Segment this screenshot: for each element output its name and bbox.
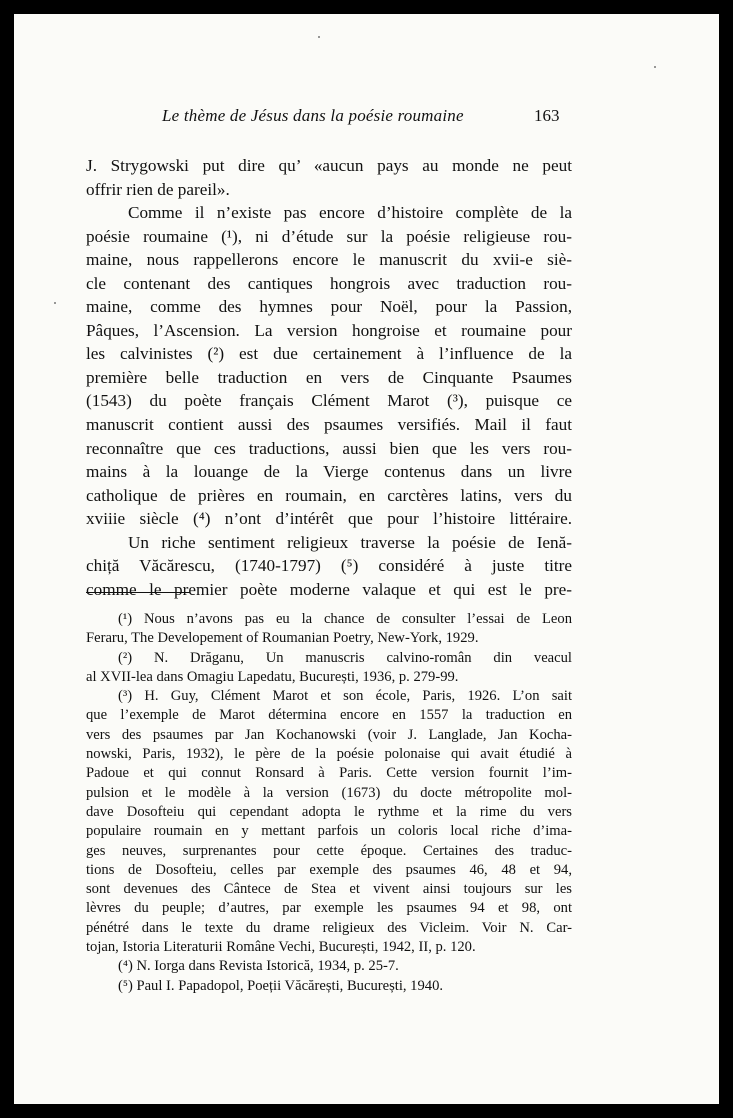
footnote-line: Feraru, The Developement of Roumanian Poetry, New-York, 1929.	[86, 630, 479, 647]
page-number: 163	[534, 106, 560, 125]
footnote-line: (¹) Nous n’avons pas eu la chance de consulter l’essai de Leon	[118, 611, 572, 627]
footnote-line: vers des psaumes par Jan Kochanowski (voir J. Langlade, Jan Kocha-	[86, 726, 572, 743]
footnote-line: pulsion et le modèle à la version (1673) du docte métropolite mol-	[86, 784, 572, 801]
text-line: comme le premier poète moderne valaque et qui est le pre-	[86, 579, 572, 599]
footnote-line: pénétré dans le texte du drame religieux des Vicleim. Voir N. Car-	[86, 919, 572, 936]
footnote-line: tions de Dosofteiu, celles par exemple des psaumes 46, 48 et 94,	[86, 861, 572, 878]
text-line: Un riche sentiment religieux traverse la poésie de Ienă-	[128, 532, 572, 552]
footnote-line: lèvres du peuple; d’autres, par exemple les psaumes 94 et 98, ont	[86, 900, 572, 917]
text-line: mains à la louange de la Vierge contenus dans un livre	[86, 462, 572, 482]
main-text	[86, 154, 572, 601]
text-line: reconnaître que ces traductions, aussi bien que les vers rou-	[86, 438, 572, 458]
footnote-line: populaire roumain en y mettant parfois un coloris local riche d’ima-	[86, 823, 572, 840]
footnote-line: (⁵) Paul I. Papadopol, Poeții Văcărești, București, 1940.	[118, 977, 444, 994]
footnote-line: ges neuves, surprenantes pour cette époque. Certaines des traduc-	[86, 842, 572, 859]
text-line: catholique de prières en roumain, en carctères latins, vers du	[86, 485, 572, 505]
footnote-line: (⁴) N. Iorga dans Revista Istorică, 1934, p. 25-7.	[118, 958, 399, 975]
paper-speck	[318, 36, 320, 38]
text-line: Pâques, l’Ascension. La version hongroise et roumaine pour	[86, 320, 572, 340]
text-line: (1543) du poète français Clément Marot (³), puisque ce	[86, 391, 572, 411]
text-line: Comme il n’existe pas encore d’histoire complète de la	[128, 203, 572, 223]
footnote-line: sont devenues des Cântece de Stea et vivent ainsi toujours sur les	[86, 881, 572, 898]
footnote-divider	[86, 592, 190, 593]
text-line: cle contenant des cantiques hongrois avec traduction rou-	[86, 273, 572, 293]
paper-speck	[654, 66, 656, 68]
text-line: maine, nous rappellerons encore le manuscrit du xvii-e siè-	[86, 250, 572, 270]
footnote-line: al XVII-lea dans Omagiu Lapedatu, București, 1936, p. 279-99.	[86, 668, 459, 685]
footnote-line: tojan, Istoria Literaturii Române Vechi, București, 1942, II, p. 120.	[86, 939, 476, 956]
footnote-line: Padoue et qui connut Ronsard à Paris. Cette version fournit l’im-	[86, 765, 572, 782]
running-title: Le thème de Jésus dans la poésie roumaine	[162, 106, 464, 125]
footnote-line: dave Dosofteiu qui cependant adopta le rythme et la rime du vers	[86, 803, 572, 820]
text-line: J. Strygowski put dire qu’ «aucun pays au monde ne peut	[86, 156, 572, 175]
paper-speck	[54, 302, 56, 304]
text-line: offrir rien de pareil».	[86, 179, 230, 199]
footnotes	[86, 610, 572, 996]
footnote-line: nowski, Paris, 1932), le père de la poésie polonaise qui avait étudié à	[86, 746, 572, 763]
text-line: maine, comme des hymnes pour Noël, pour la Passion,	[86, 297, 572, 317]
text-line: première belle traduction en vers de Cinquante Psaumes	[86, 367, 572, 387]
text-line: les calvinistes (²) est due certainement à l’influence de la	[86, 344, 572, 364]
text-line: chiță Văcărescu, (1740-1797) (⁵) considéré à juste titre	[86, 556, 572, 576]
text-line: xviiie siècle (⁴) n’ont d’intérêt que pour l’histoire littéraire.	[86, 509, 572, 529]
footnote-line: que l’exemple de Marot détermina encore en 1557 la traduction en	[86, 707, 572, 724]
text-line: poésie roumaine (¹), ni d’étude sur la poésie religieuse rou-	[86, 226, 572, 246]
footnote-line: (²) N. Drăganu, Un manuscris calvino-român din veacul	[118, 649, 572, 666]
footnote-line: (³) H. Guy, Clément Marot et son école, Paris, 1926. L’on sait	[118, 688, 572, 705]
text-line: manuscrit contient aussi des psaumes versifiés. Mail il faut	[86, 415, 572, 435]
book-page	[14, 14, 719, 1104]
running-header	[14, 106, 719, 130]
